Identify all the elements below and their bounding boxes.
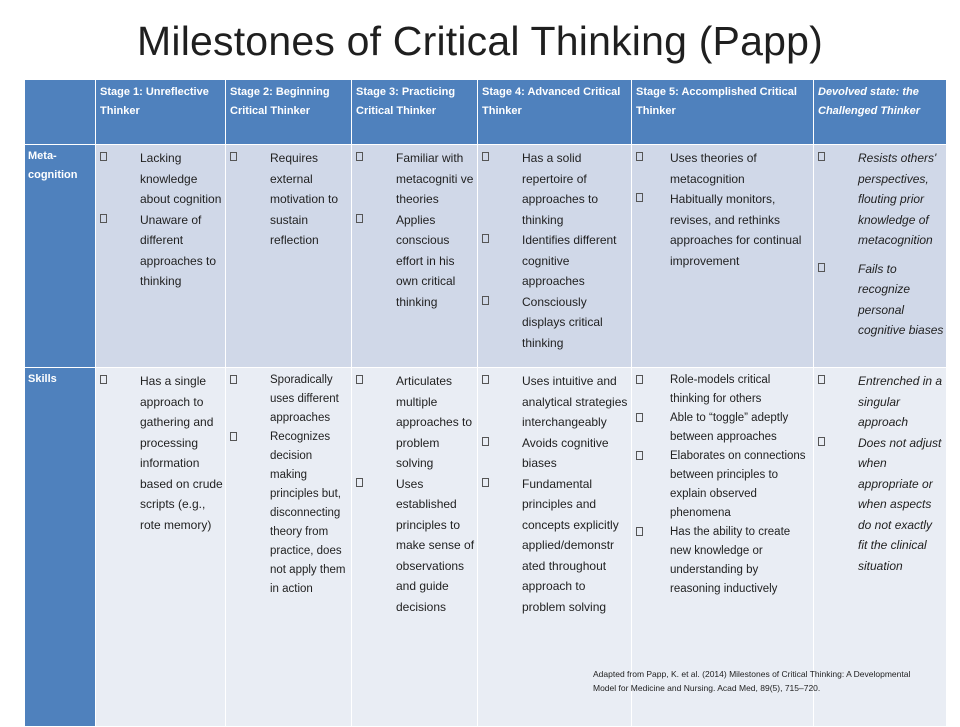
list-item: Recognizes decision making principles but, disconnecting theory from practice, does not apply them in action [230,428,349,599]
list-item: Entrenched in a singular approach [818,371,944,433]
corner-header [25,80,96,145]
list-item: Uses theories of metacognition [636,148,811,189]
list-item: Has a single approach to gathering and processing information based on crude scripts (e.g., rote memory) [100,371,223,535]
list-item: Fails to recognize personal cognitive biases [818,259,944,341]
list-item: Lacking knowledge about cognition [100,148,223,210]
list-item: Unaware of different approaches to thinking [100,210,223,292]
cell-meta-stage-1 [96,145,226,368]
header-stage-5: Stage 5: Accomplished Critical Thinker [632,80,814,145]
checkbox-bullet-icon [636,451,643,460]
list-item: Fundamental principles and concepts explicitly applied/demonstr ated throughout approach to problem solving [482,474,629,618]
checkbox-bullet-icon [356,478,363,487]
cell-meta-devolved [814,145,947,368]
checkbox-bullet-icon [636,413,643,422]
checkbox-bullet-icon [356,375,363,384]
table-row-metacognition [25,145,947,368]
checkbox-bullet-icon [482,375,489,384]
header-stage-2: Stage 2: Beginning Critical Thinker [226,80,352,145]
checkbox-bullet-icon [482,296,489,305]
checkbox-bullet-icon [818,437,825,446]
header-stage-3: Stage 3: Practicing Critical Thinker [352,80,478,145]
checkbox-bullet-icon [636,152,643,161]
checkbox-bullet-icon [482,234,489,243]
list-item: Identifies different cognitive approaches [482,230,629,292]
checkbox-bullet-icon [636,193,643,202]
list-item: Avoids cognitive biases [482,433,629,474]
list-item: Able to “toggle” adeptly between approaches [636,409,811,447]
checkbox-bullet-icon [482,437,489,446]
list-item: Articulates multiple approaches to problem solving [356,371,475,474]
cell-meta-stage-2 [226,145,352,368]
row-label-metacognition: Meta-cognition [25,145,96,368]
checkbox-bullet-icon [482,478,489,487]
row-label-skills: Skills [25,368,96,727]
cell-meta-stage-3 [352,145,478,368]
checkbox-bullet-icon [636,527,643,536]
header-devolved-state: Devolved state: the Challenged Thinker [814,80,947,145]
milestones-table [24,79,947,727]
checkbox-bullet-icon [818,263,825,272]
checkbox-bullet-icon [100,214,107,223]
list-item: Has the ability to create new knowledge or understanding by reasoning inductively [636,523,811,599]
list-item: Uses intuitive and analytical strategies interchangeably [482,371,629,433]
checkbox-bullet-icon [230,375,237,384]
checkbox-bullet-icon [100,152,107,161]
checkbox-bullet-icon [356,152,363,161]
checkbox-bullet-icon [818,152,825,161]
list-item: Elaborates on connections between principles to explain observed phenomena [636,447,811,523]
cell-meta-stage-5 [632,145,814,368]
cell-meta-stage-4 [478,145,632,368]
header-stage-1: Stage 1: Unreflective Thinker [96,80,226,145]
list-item: Has a solid repertoire of approaches to thinking [482,148,629,230]
list-item: Resists others' perspectives, flouting prior knowledge of metacognition [818,148,944,251]
header-row [25,80,947,145]
list-item: Uses established principles to make sense of observations and guide decisions [356,474,475,618]
list-item: Consciously displays critical thinking [482,292,629,354]
cell-skills-stage-1 [96,368,226,727]
checkbox-bullet-icon [230,152,237,161]
list-item: Does not adjust when appropriate or when aspects do not exactly fit the clinical situation [818,433,944,577]
list-item: Familiar with metacogniti ve theories [356,148,475,210]
list-item: Role-models critical thinking for others [636,371,811,409]
checkbox-bullet-icon [230,432,237,441]
checkbox-bullet-icon [482,152,489,161]
cell-skills-stage-2 [226,368,352,727]
checkbox-bullet-icon [356,214,363,223]
list-item: Habitually monitors, revises, and rethinks approaches for continual improvement [636,189,811,271]
checkbox-bullet-icon [636,375,643,384]
cell-skills-stage-3 [352,368,478,727]
list-item: Sporadically uses different approaches [230,371,349,428]
slide-title: Milestones of Critical Thinking (Papp) [137,18,823,64]
citation-footnote: Adapted from Papp, K. et al. (2014) Milestones of Critical Thinking: A Developmental Model for Medicine and Nursing. Acad Med, 89(5), 715–720. [593,669,911,693]
header-stage-4: Stage 4: Advanced Critical Thinker [478,80,632,145]
checkbox-bullet-icon [100,375,107,384]
list-item: Requires external motivation to sustain reflection [230,148,349,251]
checkbox-bullet-icon [818,375,825,384]
list-item: Applies conscious effort in his own critical thinking [356,210,475,313]
